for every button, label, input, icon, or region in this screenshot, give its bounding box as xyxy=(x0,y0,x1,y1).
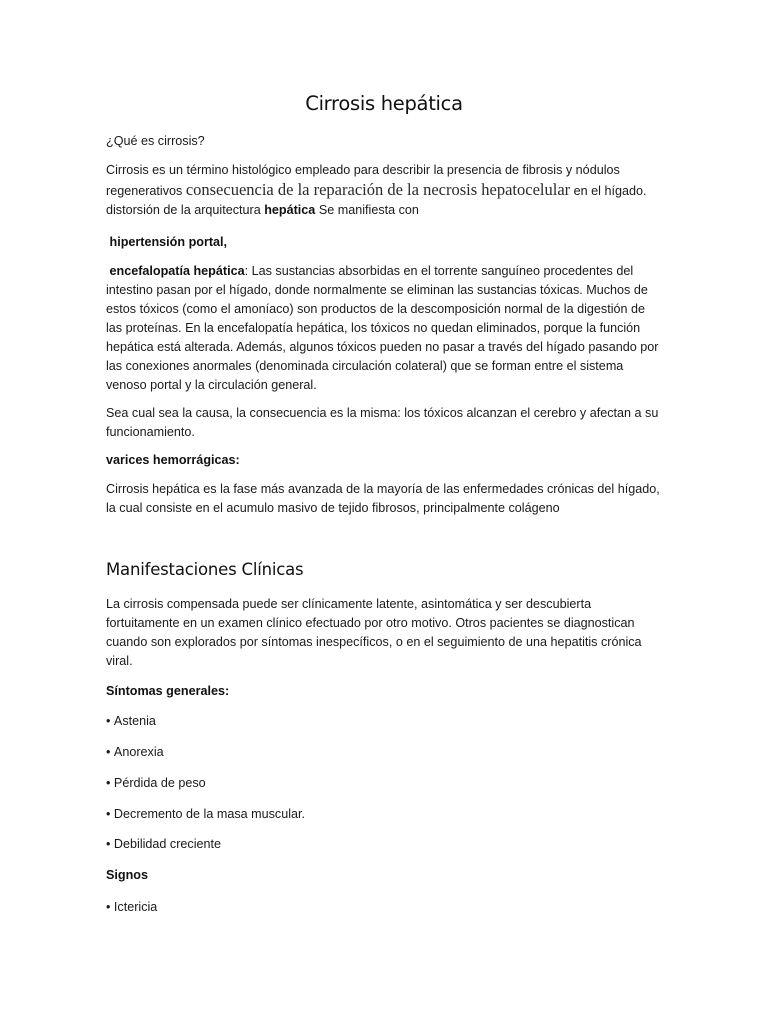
symptom-item: • Debilidad creciente xyxy=(106,835,662,854)
encephalopathy-text: : Las sustancias absorbidas en el torrente sanguíneo procedentes del intestino pasan por el hígado, donde normalmente se eliminan las sustancias tóxicas. Muchos de estos tóxicos (como el amoníaco) son productos de la descomposición normal de la digestión de las proteínas. En la encefalopatía hepática, los tóxicos no quedan eliminados, porque la función hepática está alterada. Además, algunos tóxicos pueden no pasar a través del hígado pasando por las conexiones anormales (denominada circulación colateral) que se forman entre el sistema venoso portal y la circulación general. xyxy=(106,264,659,392)
portal-hypertension-item xyxy=(106,233,662,252)
symptom-item: • Anorexia xyxy=(106,743,662,762)
portal-hypertension-label: hipertensión portal, xyxy=(109,235,228,249)
encephalopathy-paragraph xyxy=(106,262,662,395)
document-title: Cirrosis hepática xyxy=(305,92,463,115)
definition-text-2: en el hígado. distorsión de la arquitectura xyxy=(106,184,647,217)
definition-bold-text: hepática xyxy=(264,203,316,217)
varices-label: varices hemorrágicas: xyxy=(106,453,240,467)
signs-heading xyxy=(106,866,662,885)
definition-text-3: Se manifiesta con xyxy=(315,203,419,217)
symptom-item: • Decremento de la masa muscular. xyxy=(106,805,662,824)
encephalopathy-label: encefalopatía hepática xyxy=(109,264,245,278)
general-symptoms-heading xyxy=(106,682,662,701)
varices-item xyxy=(106,451,662,470)
clinical-manifestations-paragraph: La cirrosis compensada puede ser clínicamente latente, asintomática y ser descubierta fortuitamente en un examen clínico efectuado por otro motivo. Otros pacientes se diagnostican cuando son explorados por síntomas inespecíficos, o en el seguimiento de una hepatitis crónica viral. xyxy=(106,597,642,668)
definition-serif-text: consecuencia de la reparación de la necrosis hepatocelular xyxy=(185,180,571,199)
cause-paragraph: Sea cual sea la causa, la consecuencia es la misma: los tóxicos alcanzan el cerebro y afectan a su funcionamiento. xyxy=(106,406,659,439)
sign-item: • Ictericia xyxy=(106,898,662,917)
definition-paragraph xyxy=(106,161,662,220)
general-symptoms-label: Síntomas generales: xyxy=(106,684,230,698)
symptom-item: • Pérdida de peso xyxy=(106,774,662,793)
question-what-is-cirrhosis: ¿Qué es cirrosis? xyxy=(106,134,205,148)
advanced-stage-paragraph: Cirrosis hepática es la fase más avanzada de la mayoría de las enfermedades crónicas del hígado, la cual consiste en el acumulo masivo de tejido fibrosos, principalmente colágeno xyxy=(106,482,660,515)
symptom-item: • Astenia xyxy=(106,712,662,731)
definition-text-1: Cirrosis es un término histológico empleado para describir la presencia de fibrosis y nódulos regenerativos xyxy=(106,163,620,198)
signs-label: Signos xyxy=(106,868,148,882)
clinical-manifestations-heading: Manifestaciones Clínicas xyxy=(106,560,304,579)
